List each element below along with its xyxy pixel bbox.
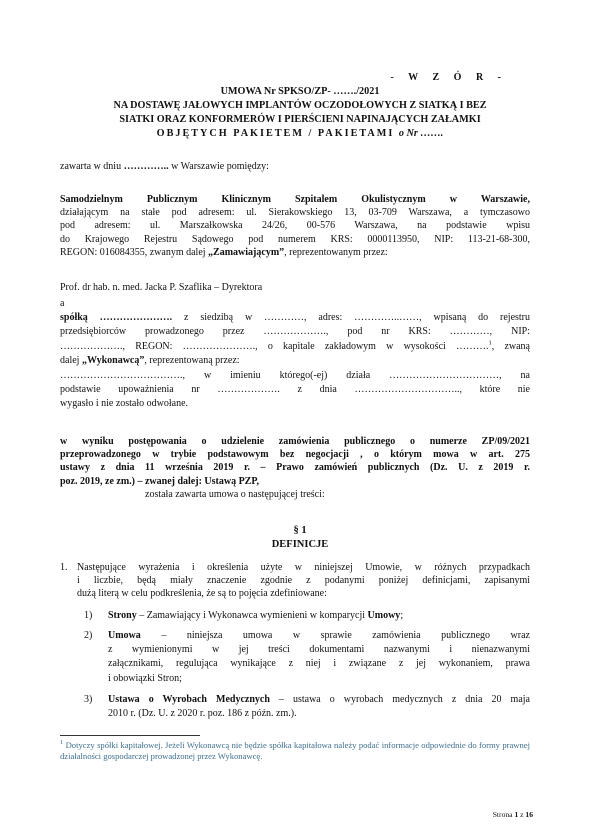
concluded-text: została zawarta umowa o następującej treści:: [145, 489, 325, 500]
representative: Prof. dr hab. n. med. Jacka P. Szaflika – Dyrektora: [60, 282, 263, 293]
page-middle: z: [518, 810, 526, 819]
intro-suffix: w Warszawie pomiędzy:: [168, 161, 269, 172]
section-symbol: § 1: [293, 525, 307, 536]
party-2-line-4: [60, 354, 530, 368]
item-number: 1): [84, 610, 93, 621]
item-term-ref: Umowy: [367, 610, 401, 621]
item-term: Umowa: [108, 630, 141, 641]
definitions-intro: [60, 561, 530, 601]
wykonawca-term: „Wykonawcą”: [81, 355, 145, 367]
further-text: dalej: [60, 355, 82, 367]
page-prefix: Strona: [492, 810, 515, 819]
party-2-line-3: [60, 340, 530, 354]
party-1-name: Samodzielnym Publicznym Klinicznym Szpitalem Okulistycznym w Warszawie,: [60, 194, 530, 205]
zamawiajacy-term: „Zamawiającym”: [208, 246, 285, 258]
party-1-temp-address: pod adresem: ul. Marszałkowska 24/26, 00-576 Warszawa, na podstawie wpisu: [60, 220, 530, 232]
party-2: [60, 311, 530, 412]
template-mark: - W Z Ó R -: [390, 72, 507, 83]
package-number: o Nr …….: [398, 128, 444, 139]
procedure-line-3: ustawy z dnia 11 września 2019 r. – Prawo zamówień publicznych (Dz. U. z 2019 r.: [60, 462, 530, 474]
party-2-line-1: [60, 311, 530, 325]
seat-address: z siedzibą w …………, adres: …………..……, wpisaną do rejestru: [172, 312, 531, 323]
definition-item: [84, 629, 530, 686]
footnote-separator: [60, 735, 200, 736]
party-2-line-5: ………………………………., w imieniu którego(-ej) działa ……………………………, na: [60, 369, 530, 381]
party-1-address: działającym na stałe pod adresem: ul. Sierakowskiego 13, 03-709 Warszawa, a tymczasowo: [60, 207, 530, 219]
item-line-2: 2010 r. (Dz. U. z 2020 r. poz. 186 z późn. zm.).: [108, 708, 297, 720]
party-2-line-2: przedsiębiorców prowadzonego przez ………………., pod nr KRS: …………, NIP:: [60, 326, 530, 338]
item-line-1: [108, 693, 530, 707]
party-2-line-7: wygasło i nie zostało odwołane.: [60, 398, 189, 410]
page-number: [493, 810, 533, 819]
footnote-ref[interactable]: 1: [488, 339, 492, 347]
item-line-3: załącznikami, regulująca wynikające z niej i związane z jej wykonaniem, prawa: [108, 658, 530, 670]
regon-text: REGON: 016084355, zwanym dalej: [60, 246, 209, 258]
contract-title-line-3: [60, 127, 540, 141]
party-1-regon: [60, 246, 530, 259]
intro-prefix: zawarta w dniu: [60, 161, 124, 172]
item-term: Ustawa o Wyrobach Medycznych: [108, 694, 270, 705]
and-conjunction: a: [60, 298, 65, 309]
company-blank: spółką ………………….: [60, 312, 173, 323]
item-text: – ustawa o wyrobach medycznych z dnia 20 maja: [269, 694, 530, 705]
procedure-line-4: poz. 2019, ze zm.) – zwanej dalej: Ustawą PZP,: [60, 475, 260, 487]
called-text: , zwaną: [491, 340, 530, 352]
package-label: OBJĘTYCH PAKIETEM / PAKIETAMI: [156, 128, 395, 139]
represented-by: , reprezentowanym przez:: [284, 246, 388, 258]
item-end: ;: [400, 610, 404, 621]
item-text: – niniejsza umowa w sprawie zamówienia publicznego wraz: [140, 630, 530, 641]
represented-by-2: , reprezentowaną przez:: [144, 355, 240, 367]
definition-item: [84, 693, 530, 721]
party-1-krs: do Krajowego Rejestru Sądowego pod numerem KRS: 0000113950, NIP: 113-21-68-300,: [60, 233, 530, 245]
procedure-clause: [60, 435, 530, 488]
item-term: Strony: [108, 610, 137, 621]
section-title: DEFINICJE: [271, 539, 329, 550]
definitions-intro-line-2: i liczbie, będą miały znaczenie zgodnie z podanymi poniżej definicjami, zapisanymi: [77, 575, 530, 587]
party-1: [60, 193, 530, 259]
clause-number: 1.: [60, 562, 68, 573]
contract-number: UMOWA Nr SPKSO/ZP- ……./2021: [220, 86, 380, 97]
contract-title-line-1: NA DOSTAWĘ JAŁOWYCH IMPLANTÓW OCZODOŁOWYCH Z SIATKĄ I BEZ: [113, 100, 487, 111]
item-line-2: z wymienionymi w jej treści dokumentami nazwanymi i nienazwanymi: [108, 644, 530, 656]
item-line-4: i obowiązki Stron;: [108, 672, 182, 684]
party-2-line-6: podstawie upoważnienia nr ………………. z dnia ………………………….., które nie: [60, 384, 530, 396]
item-number: 3): [84, 694, 93, 705]
page-total: 16: [525, 810, 533, 819]
regon-capital: ………………., REGON: …………………., o kapitale zakładowym w wysokości ……….: [60, 340, 489, 352]
procedure-line-2: przeprowadzonego w trybie podstawowym bez negocjacji , o którym mowa w art. 275: [60, 449, 530, 461]
intro-line: [60, 160, 269, 173]
date-blank: …………..: [123, 161, 169, 172]
item-text: – Zamawiający i Wykonawca wymienieni w komparycji: [136, 610, 368, 621]
footnote-mark: 1: [60, 739, 64, 747]
contract-title-line-2: SIATKI ORAZ KONFORMERÓW I PIERŚCIENI NAPINAJĄCYCH ZAŁAMKI: [119, 114, 481, 125]
footnote-text: Dotyczy spółki kapitałowej. Jeżeli Wykonawcą nie będzie spółka kapitałowa należy podać informacje odpowiednie do formy prawnej działalności gospodarczej prowadzonej przez Wykonawcę.: [60, 740, 530, 761]
procedure-line-1: w wyniku postępowania o udzielenie zamówienia publicznego o numerze ZP/09/2021: [60, 436, 530, 447]
definitions-intro-line-3: dużą literą w celu podkreślenia, że są to pojęcia zdefiniowane:: [77, 588, 327, 600]
footnote: [60, 740, 530, 762]
page-current: 1: [514, 810, 519, 819]
definitions-intro-line-1: Następujące wyrażenia i określenia użyte w niniejszej Umowie, w różnych przypadkach: [77, 562, 530, 573]
item-number: 2): [84, 630, 93, 641]
definition-item: [84, 609, 530, 622]
item-line-1: [108, 629, 530, 643]
